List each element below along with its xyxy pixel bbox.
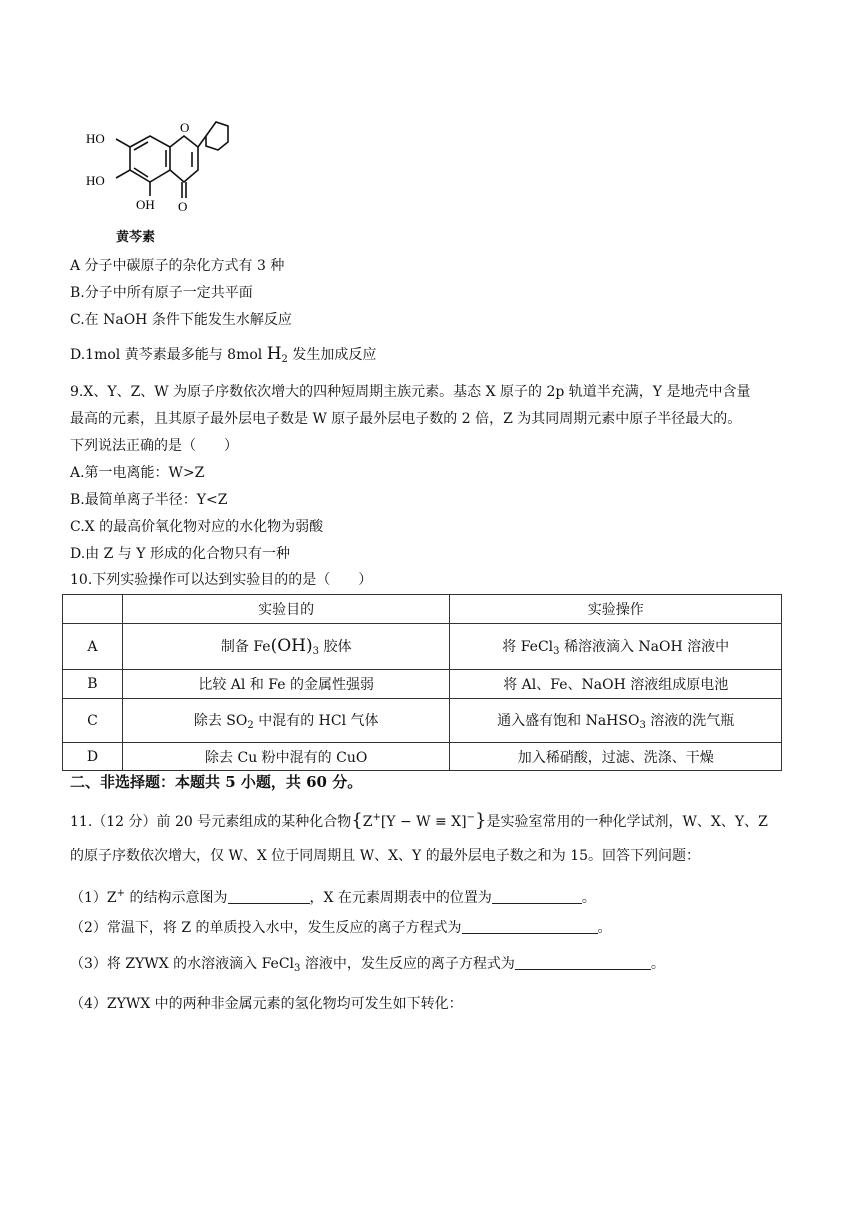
q10-stem: 10.下列实验操作可以达到实验目的的是（ ） — [70, 572, 373, 588]
q8-d-prefix: D.1mol 黄芩素最多能与 8mol — [70, 347, 267, 363]
ring-b — [206, 122, 228, 150]
q9-option-d: D.由 Z 与 Y 形成的化合物只有一种 — [70, 546, 290, 562]
row-goal: 除去 Cu 粉中混有的 CuO — [122, 743, 450, 771]
q11-formula-plus: + — [372, 812, 381, 823]
q11-part-3 — [70, 954, 665, 979]
row-goal: 比较 Al 和 Fe 的金属性强弱 — [122, 670, 450, 699]
answer-blank-2[interactable] — [492, 889, 582, 904]
ho-label-1: HO — [86, 131, 105, 146]
table-header-row — [63, 595, 782, 624]
op-text-pre: 将 FeCl — [502, 639, 554, 655]
q9-option-b: B.最简单离子半径：Y<Z — [70, 492, 228, 508]
section-2-title: 二、非选择题：本题共 5 小题，共 60 分。 — [70, 773, 363, 791]
row-goal — [122, 624, 450, 670]
q8-option-d — [70, 344, 376, 370]
row-label: D — [63, 743, 123, 771]
answer-blank-1[interactable] — [228, 889, 310, 904]
ho-label-2: HO — [86, 173, 105, 188]
row-operation — [450, 699, 782, 743]
q11-p3-sub: 3 — [294, 963, 301, 974]
q11-formula-body: [Y − W ≡ X] — [380, 814, 467, 830]
op-subscript: 3 — [639, 720, 646, 731]
table-row — [63, 699, 782, 743]
q8-option-b: B.分子中所有原子一定共平面 — [70, 285, 253, 301]
q8-d-h: H — [266, 344, 282, 364]
q9-stem-line-2: 最高的元素，且其原子最外层电子数是 W 原子最外层电子数的 2 倍，Z 为其同周期元素中原子半径最大的。 — [70, 411, 742, 427]
q11-stem-post: 是实验室常用的一种化学试剂，W、X、Y、Z — [486, 814, 768, 830]
answer-blank-4[interactable] — [515, 955, 651, 970]
q8-option-c: C.在 NaOH 条件下能发生水解反应 — [70, 312, 292, 328]
q11-p1-mid: 的结构示意图为 — [125, 890, 228, 906]
q11-p2-end: 。 — [597, 920, 612, 936]
q11-p1-end: 。 — [581, 890, 596, 906]
q8-d-sub: 2 — [281, 354, 288, 365]
q11-part-2 — [70, 918, 612, 938]
table-row — [63, 624, 782, 670]
row-operation: 加入稀硝酸，过滤、洗涤、干燥 — [450, 743, 782, 771]
op-text-pre: 通入盛有饱和 NaHSO — [497, 713, 640, 729]
q11-stem-line-1: 11.（12 分）前 20 号元素组成的某种化合物{Z+[Y − W ≡ X]−}是实验室常用的一种化学试剂，W、X、Y、Z — [70, 810, 768, 831]
q11-p3-end: 。 — [650, 956, 665, 972]
q9-stem-line-3: 下列说法正确的是（ ） — [70, 438, 238, 454]
experiment-table — [62, 594, 782, 771]
ring-oxygen-label: O — [180, 120, 190, 135]
answer-blank-3[interactable] — [462, 919, 598, 934]
row-operation — [450, 624, 782, 670]
q11-formula-z: Z — [362, 814, 373, 830]
row-label: C — [63, 699, 123, 743]
op-text-post: 稀溶液滴入 NaOH 溶液中 — [559, 639, 730, 655]
goal-subscript: 3 — [312, 646, 319, 657]
oh-label: OH — [136, 197, 155, 212]
row-label: B — [63, 670, 123, 699]
q11-stem-line-2: 的原子序数依次增大，仅 W、X 位于同周期且 W、X、Y 的最外层电子数之和为 15。回答下列问题： — [70, 848, 701, 864]
q11-p2-pre: （2）常温下，将 Z 的单质投入水中，发生反应的离子方程式为 — [70, 920, 462, 936]
goal-text-post: 胶体 — [319, 639, 352, 655]
q11-p3-mid: 溶液中，发生反应的离子方程式为 — [300, 956, 515, 972]
q8-option-a: A 分子中碳原子的杂化方式有 3 种 — [70, 258, 285, 274]
row-operation: 将 Al、Fe、NaOH 溶液组成原电池 — [450, 670, 782, 699]
q8-d-suffix: 发生加成反应 — [287, 347, 377, 363]
q11-p1-plus: + — [116, 888, 126, 899]
ring-a — [130, 136, 170, 182]
op-subscript: 3 — [553, 646, 560, 657]
row-label: A — [63, 624, 123, 670]
q11-p1-mid2: ，X 在元素周期表中的位置为 — [309, 890, 492, 906]
goal-text-pre: 制备 Fe — [220, 639, 271, 655]
carbonyl-oxygen-label: O — [178, 199, 188, 214]
q11-formula-minus: − — [466, 812, 476, 823]
q11-p1-pre: （1） — [70, 890, 107, 906]
ring-c — [170, 136, 198, 182]
table-row — [63, 670, 782, 699]
goal-text-pre: 除去 SO — [193, 713, 248, 729]
q11-stem-pre: 11.（12 分）前 20 号元素组成的某种化合物 — [70, 814, 352, 830]
table-header-blank — [63, 595, 123, 624]
q11-part-1 — [70, 884, 596, 908]
goal-subscript: 2 — [247, 720, 254, 731]
row-goal — [122, 699, 450, 743]
table-row — [63, 743, 782, 771]
q9-option-a: A.第一电离能：W>Z — [70, 465, 205, 481]
table-header-goal: 实验目的 — [122, 595, 450, 624]
op-text-post: 溶液的洗气瓶 — [645, 713, 735, 729]
q11-part-4: （4）ZYWX 中的两种非金属元素的氢化物均可发生如下转化： — [70, 996, 463, 1012]
figure-caption: 黄芩素 — [116, 230, 156, 245]
q9-option-c: C.X 的最高价氧化物对应的水化物为弱酸 — [70, 519, 324, 535]
q11-p3-pre: （3）将 ZYWX 的水溶液滴入 FeCl — [70, 956, 295, 972]
q9-stem-line-1: 9.X、Y、Z、W 为原子序数依次增大的四种短周期主族元素。基态 X 原子的 2p 轨道半充满，Y 是地壳中含量 — [70, 384, 751, 400]
table-header-operation: 实验操作 — [450, 595, 782, 624]
q11-p1-z: Z — [106, 890, 117, 906]
goal-text-post: 中混有的 HCl 气体 — [253, 713, 379, 729]
goal-formula: (OH) — [270, 636, 313, 656]
